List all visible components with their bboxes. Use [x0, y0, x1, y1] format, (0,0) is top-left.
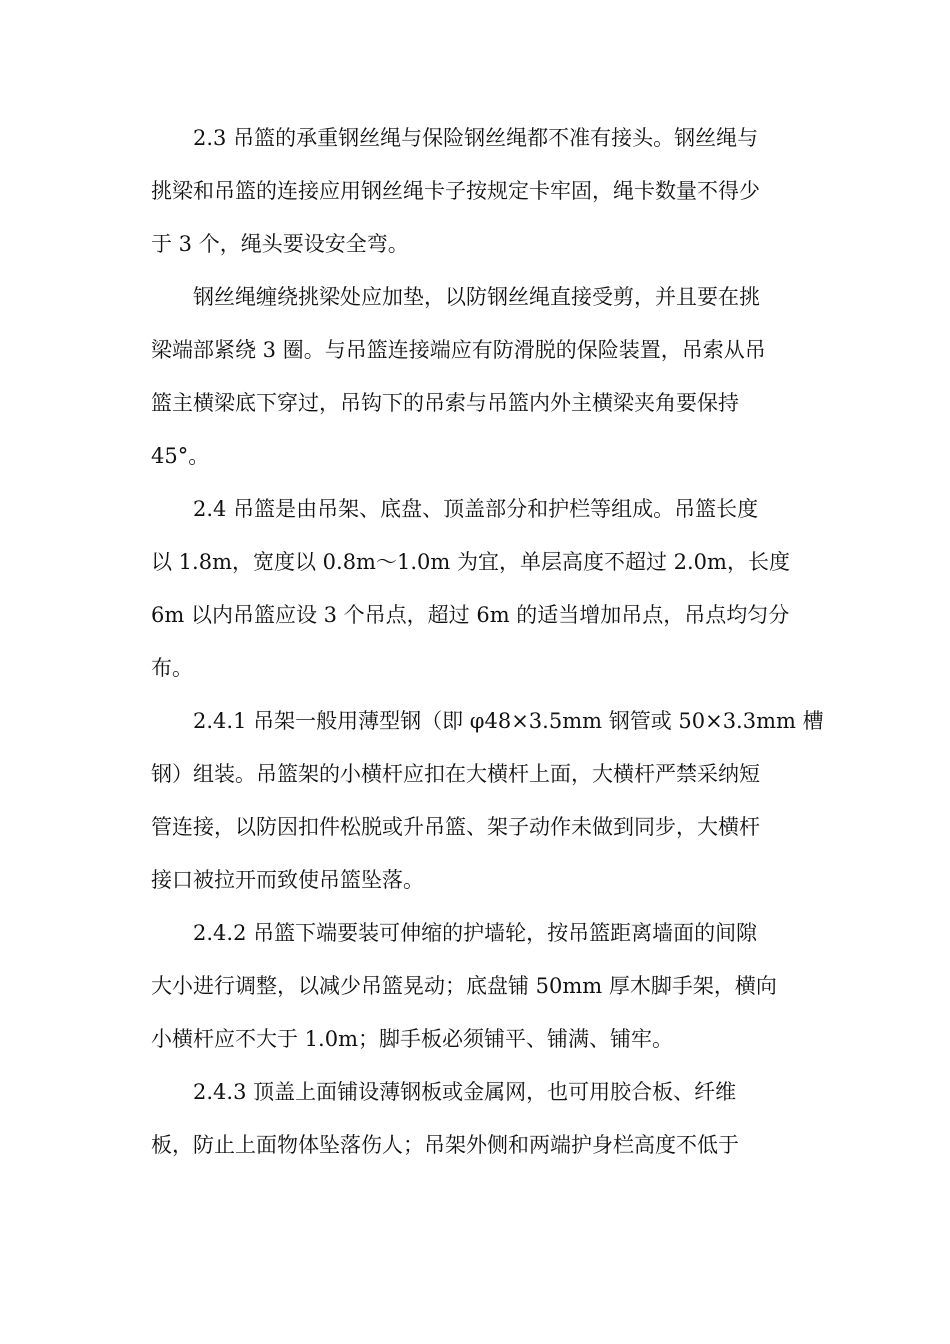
paragraph — [151, 695, 824, 907]
text-line: 2.3 吊篮的承重钢丝绳与保险钢丝绳都不准有接头。钢丝绳与 — [193, 126, 759, 150]
paragraph — [151, 907, 803, 1066]
text-line: 布。 — [151, 656, 193, 680]
document-body — [151, 112, 824, 1172]
text-line: 接口被拉开而致使吊篮坠落。 — [151, 868, 424, 892]
text-line: 2.4 吊篮是由吊架、底盘、顶盖部分和护栏等组成。吊篮长度 — [193, 497, 759, 521]
text-line: 钢丝绳缠绕挑梁处应加垫，以防钢丝绳直接受剪，并且要在挑 — [193, 285, 760, 309]
text-line: 梁端部紧绕 3 圈。与吊篮连接端应有防滑脱的保险装置，吊索从吊 — [151, 338, 766, 362]
text-line: 钢）组装。吊篮架的小横杆应扣在大横杆上面，大横杆严禁采纳短 — [151, 762, 760, 786]
text-line: 小横杆应不大于 1.0m；脚手板必须铺平、铺满、铺牢。 — [151, 1027, 673, 1051]
text-line: 2.4.3 顶盖上面铺设薄钢板或金属网，也可用胶合板、纤维 — [193, 1080, 737, 1104]
text-line: 以 1.8m，宽度以 0.8m～1.0m 为宜，单层高度不超过 2.0m，长度 — [151, 550, 790, 574]
paragraph — [151, 1066, 803, 1172]
text-line: 45°。 — [151, 444, 210, 468]
paragraph — [151, 271, 803, 483]
text-line: 2.4.2 吊篮下端要装可伸缩的护墙轮，按吊篮距离墙面的间隙 — [193, 921, 758, 945]
text-line: 6m 以内吊篮应设 3 个吊点，超过 6m 的适当增加吊点，吊点均匀分 — [151, 603, 790, 627]
text-line: 2.4.1 吊架一般用薄型钢（即 φ48×3.5mm 钢管或 50×3.3mm 槽 — [193, 709, 824, 733]
text-line: 挑梁和吊篮的连接应用钢丝绳卡子按规定卡牢固，绳卡数量不得少 — [151, 179, 760, 203]
text-line: 大小进行调整，以减少吊篮晃动；底盘铺 50mm 厚木脚手架，横向 — [151, 974, 777, 998]
text-line: 板，防止上面物体坠落伤人；吊架外侧和两端护身栏高度不低于 — [151, 1133, 739, 1157]
paragraph — [151, 112, 803, 271]
text-line: 管连接，以防因扣件松脱或升吊篮、架子动作未做到同步，大横杆 — [151, 815, 760, 839]
text-line: 于 3 个，绳头要设安全弯。 — [151, 232, 409, 256]
text-line: 篮主横梁底下穿过，吊钩下的吊索与吊篮内外主横梁夹角要保持 — [151, 391, 739, 415]
paragraph — [151, 483, 803, 695]
